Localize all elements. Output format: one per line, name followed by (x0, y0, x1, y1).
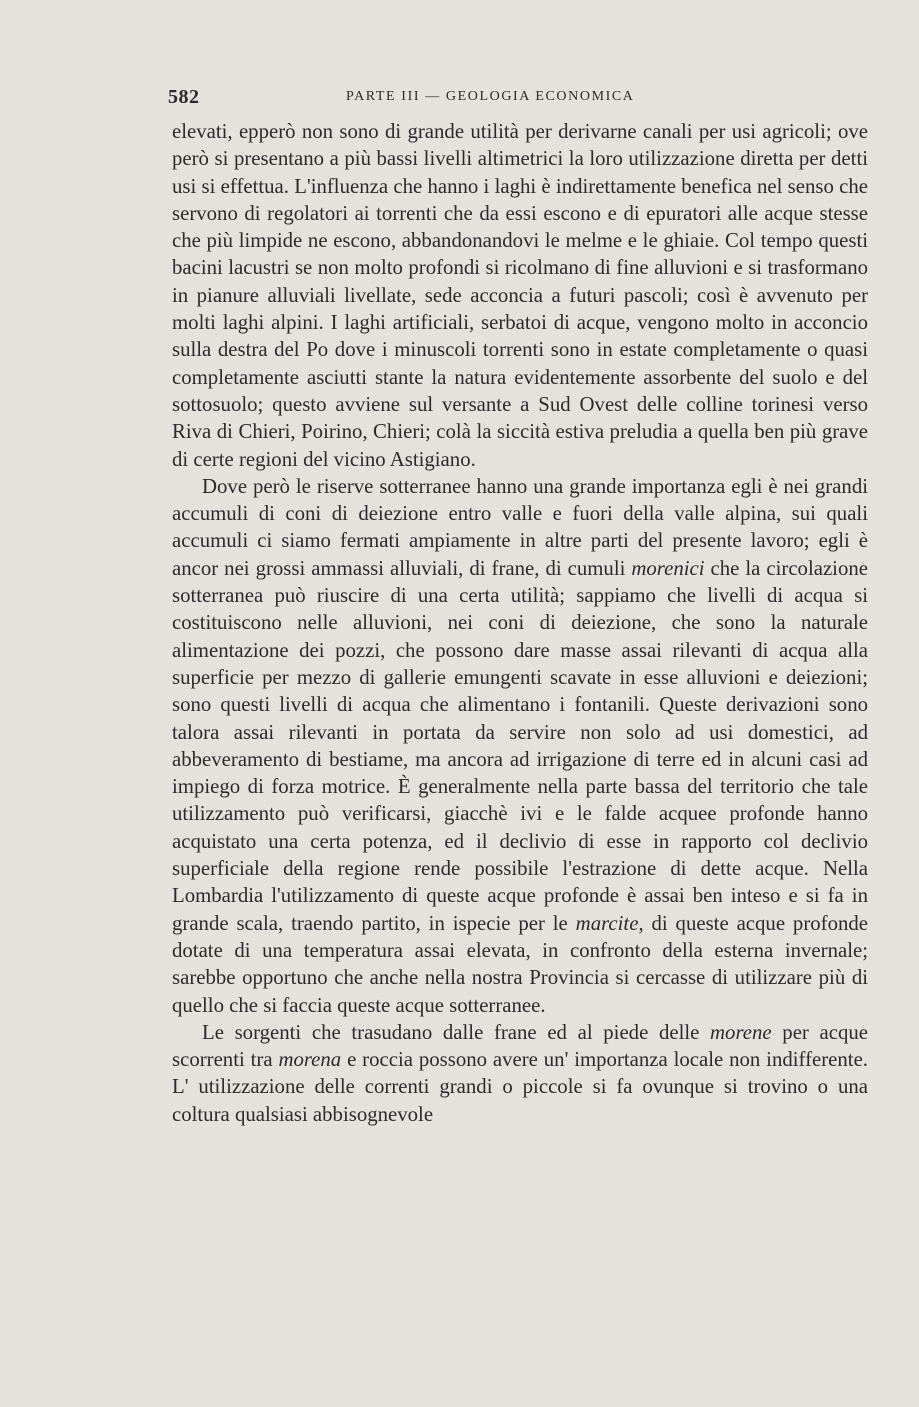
body-text (172, 118, 868, 1128)
text-segment: elevati, epperò non sono di grande utilità per derivarne canali per usi agricoli; ove però si presentano a più bassi livelli altimetrici la loro utilizzazione diretta per detti usi si effettua. L'influenza che hanno i laghi è indirettamente benefica nel senso che servono di regolatori ai torrenti che da essi escono e di epuratori alle acque stesse che più limpide ne escono, abbandonandovi le melme e le ghiaie. Col tempo questi bacini lacustri se non molto profondi si ricolmano di fine alluvioni e si trasformano in pianure alluviali livellate, sede acconcia a futuri pascoli; così è avvenuto per molti laghi alpini. I laghi artificiali, serbatoi di acque, vengono molto in acconcio sulla destra del Po dove i minuscoli torrenti sono in estate completamente o quasi completamente asciutti stante la natura evidentemente assorbente del suolo e del sottosuolo; questo avviene sul versante a Sud Ovest delle colline torinesi verso Riva di Chieri, Poirino, Chieri; colà la siccità estiva preludia a quella ben più grave di certe regioni del vicino Astigiano. (172, 120, 868, 471)
text-segment: Le sorgenti che trasudano dalle frane ed al piede delle (202, 1020, 711, 1044)
paragraph (172, 118, 868, 473)
italic-term: morenici (631, 556, 705, 580)
paragraph (172, 473, 868, 1019)
page-number: 582 (168, 86, 200, 108)
running-title: PARTE III — GEOLOGIA ECONOMICA (346, 89, 635, 104)
text-segment: , di queste acque profonde dotate di una temperatura assai elevata, in confronto della esterna invernale; sarebbe opportuno che anche nella nostra Provincia si cercasse di utilizzare più di quello che si faccia queste acque sotterranee. (172, 911, 869, 1017)
page-header (168, 86, 868, 112)
italic-term: morene (710, 1020, 772, 1044)
text-segment: e roccia possono avere un' importanza locale non indifferente. L' utilizzazione delle correnti grandi o piccole si fa ovunque si trovino o una coltura qualsiasi abbisognevole (172, 1048, 869, 1126)
text-segment: per acque scorrenti tra (172, 1020, 868, 1072)
text-segment: Dove però le riserve sotterranee hanno una grande importanza egli è nei grandi accumuli di coni di deiezione entro valle e fuori della valle alpina, sui quali accumuli ci siamo fermati ampiamente in altre parti del presente lavoro; egli è ancor nei grossi ammassi alluviali, di frane, di cumuli (172, 474, 868, 580)
italic-term: marcite (575, 911, 639, 935)
paragraph (172, 1019, 868, 1128)
italic-term: morena (278, 1048, 342, 1072)
text-segment: che la circolazione sotterranea può riuscire di una certa utilità; sappiamo che livelli di acqua si costituiscono nelle alluvioni, nei coni di deiezione, che sono la naturale alimentazione dei pozzi, che possono dare masse assai rilevanti di acqua alla superficie per mezzo di gallerie emungenti scavate in esse alluvioni e deiezioni; sono questi livelli di acqua che alimentano i fontanili. Queste derivazioni sono talora assai rilevanti in portata da servire non solo ad usi domestici, ad abbeveramento di bestiame, ma ancora ad irrigazione di terre ed in alcuni casi ad impiego di forza motrice. È generalmente nella parte bassa del territorio che tale utilizzamento può verificarsi, giacchè ivi e le falde acquee profonde hanno acquistato una certa potenza, ed il declivio di esse in rapporto col declivio superficiale della regione rende possibile l'estrazione di dette acque. Nella Lombardia l'utilizzamento di queste acque profonde è assai ben inteso e si fa in grande scala, traendo partito, in ispecie per le (172, 556, 868, 935)
